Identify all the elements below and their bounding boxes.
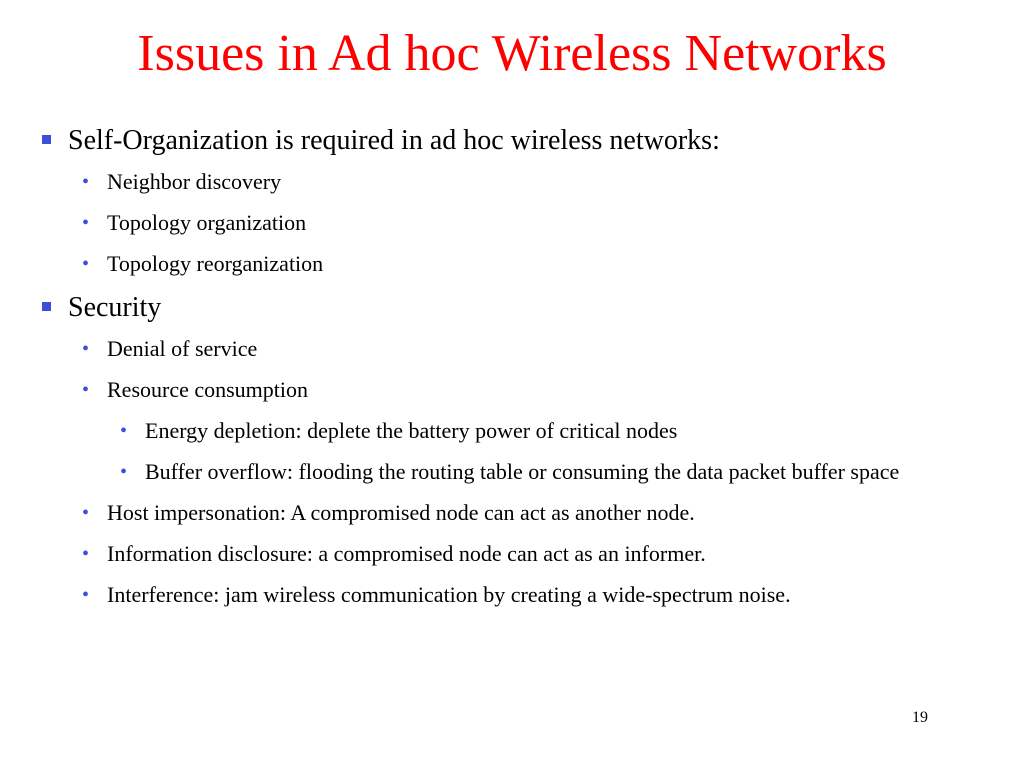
dot-bullet-icon: • [82, 171, 90, 193]
sub-bullet [82, 578, 992, 612]
sub-sub-bullet-text: Buffer overflow: flooding the routing table or consuming the data packet buffer space [145, 459, 900, 484]
sub-bullet-text: Topology reorganization [107, 251, 324, 276]
dot-bullet-icon: • [82, 253, 90, 275]
bullet-text: Security [68, 292, 162, 323]
sub-sub-bullet [120, 455, 992, 489]
dot-bullet-icon: • [82, 584, 90, 606]
slide-title: Issues in Ad hoc Wireless Networks [137, 25, 887, 82]
square-bullet-icon [42, 135, 51, 144]
sub-bullet [82, 206, 992, 240]
sub-bullet [82, 537, 992, 571]
slide-content [42, 118, 992, 612]
sub-bullet [82, 247, 992, 281]
bullet-self-organization [42, 124, 992, 158]
sub-bullet-text: Information disclosure: a compromised node can act as an informer. [107, 541, 706, 566]
sub-bullet-text: Topology organization [107, 210, 307, 235]
dot-bullet-icon: • [82, 338, 90, 360]
dot-bullet-icon: • [82, 379, 90, 401]
sub-bullet-text: Denial of service [107, 336, 258, 361]
dot-bullet-icon: • [82, 543, 90, 565]
sub-sub-bullet-text: Energy depletion: deplete the battery power of critical nodes [145, 418, 678, 443]
sub-bullet [82, 332, 992, 366]
dot-bullet-icon: • [120, 461, 128, 483]
sub-bullet-text: Resource consumption [107, 377, 309, 402]
sub-bullet [82, 373, 992, 407]
sub-bullet [82, 496, 992, 530]
bullet-text: Self-Organization is required in ad hoc wireless networks: [68, 125, 720, 156]
bullet-security [42, 291, 992, 325]
dot-bullet-icon: • [82, 212, 90, 234]
sub-bullet-text: Interference: jam wireless communication by creating a wide-spectrum noise. [107, 582, 791, 607]
sub-bullet-text: Neighbor discovery [107, 169, 282, 194]
sub-sub-bullet [120, 414, 992, 448]
square-bullet-icon [42, 302, 51, 311]
dot-bullet-icon: • [120, 420, 128, 442]
page-number: 19 [912, 709, 928, 726]
dot-bullet-icon: • [82, 502, 90, 524]
sub-bullet-text: Host impersonation: A compromised node can act as another node. [107, 500, 695, 525]
sub-bullet [82, 165, 992, 199]
